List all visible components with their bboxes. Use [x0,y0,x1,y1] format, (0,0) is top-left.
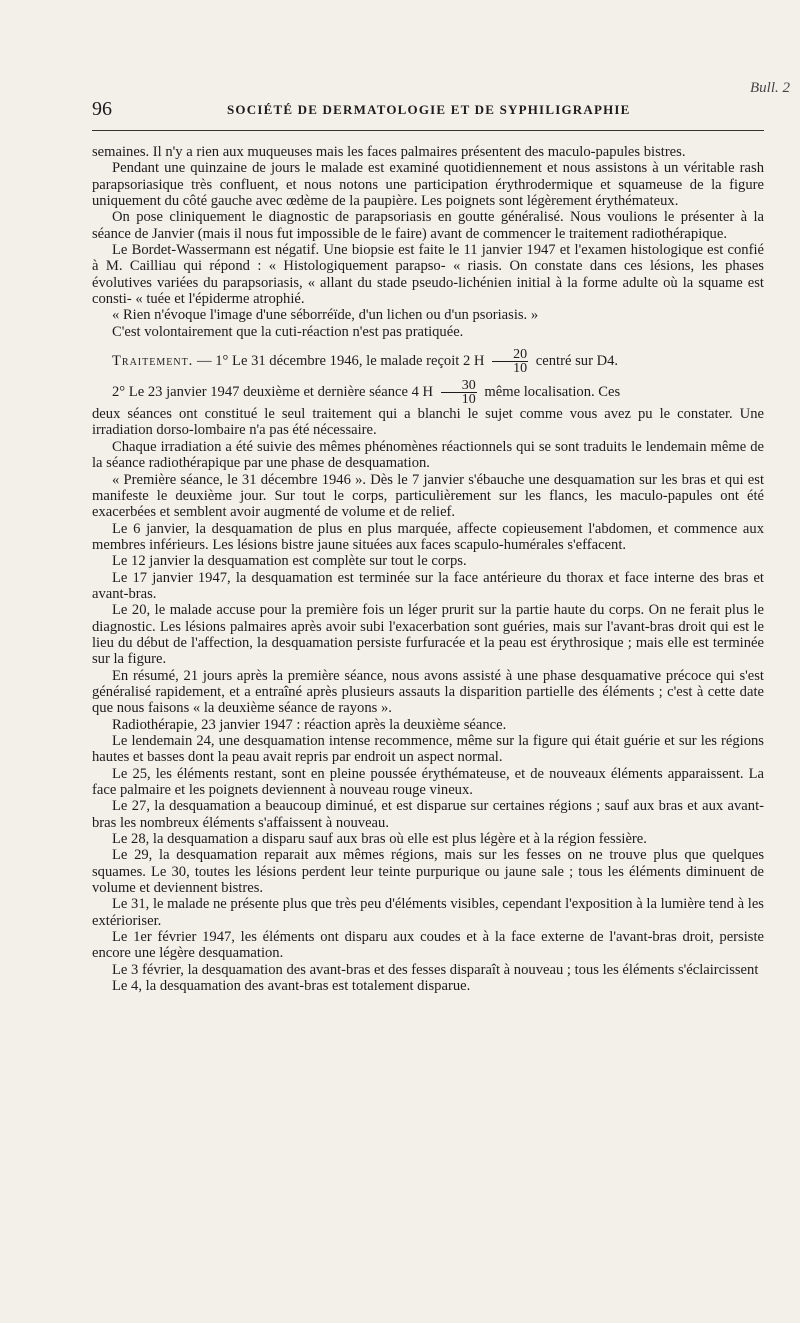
fraction-denominator: 10 [461,392,476,408]
treatment-text: même localisation. Ces [484,383,621,400]
paragraph: Le 4, la desquamation des avant-bras est totalement disparue. [112,978,471,995]
header-rule [92,130,764,131]
dose-fraction [492,348,528,375]
paragraph: Le 20, le malade accuse pour la première fois un léger prurit sur la partie haute du corps. On ne ferait plus le diagnostic. Les lésions palmaires après avoir subi l'exacerbation sont guéries, mais sur l'avant-bras droit qui est le lieu du début de l'affection, la desquamation persiste furfuracée et la peau est érythrosique ; mais elle est terminée sur la figure. [92,602,764,668]
treatment-text: — 1° Le 31 décembre 1946, le malade reçoit 2 H [197,352,485,369]
paragraph: C'est volontairement que la cuti-réaction n'est pas pratiquée. [112,323,464,340]
paragraph: « Première séance, le 31 décembre 1946 ». Dès le 7 janvier s'ébauche une desquamation sur les bras et qui est manifeste le deuxième jour. Sur tout le corps, particulièrement sur les flancs, les maculo-papules ont été exacerbées et semblent avoir augmenté de volume et de relief. [92,471,764,521]
paragraph: Le 1er février 1947, les éléments ont disparu aux coudes et à la face externe de l'avant-bras droit, persiste encore une légère desquamation. [92,929,764,962]
paragraph: deux séances ont constitué le seul traitement qui a blanchi le sujet comme vous avez pu le constater. Une irradiation dorso-lombaire n'a pas été nécessaire. [92,406,764,439]
paragraph: Pendant une quinzaine de jours le malade est examiné quotidiennement et nous assistons à un véritable rash parapsoriasique très confluent, et nous notons une participation érythrodermique et squameuse de la figure uniquement du côté gauche avec œdème de la paupière. Les poignets sont légèrement érythémateux. [92,160,764,210]
paragraph: Le 27, la desquamation a beaucoup diminué, et est disparue sur certaines régions ; sauf aux bras et aux avant-bras les nombreux éléments s'affaissent à nouveau. [92,798,764,831]
paragraph: Le 31, le malade ne présente plus que très peu d'éléments visibles, cependant l'exposition à la lumière tend à les extérioriser. [92,896,764,929]
paragraph: Chaque irradiation a été suivie des mêmes phénomènes réactionnels qui se sont traduits le lendemain même de la séance radiothérapique par une phase de desquamation. [92,438,764,472]
fraction-numerator: 20 [492,348,528,362]
paragraph: Le lendemain 24, une desquamation intense recommence, même sur la figure qui était guérie et sur les régions hautes et basses dont la peau avait repris par endroit un aspect normal. [92,733,764,766]
treatment-line-2 [92,379,764,406]
treatment-line-1 [92,348,764,375]
fraction-numerator: 30 [441,379,477,393]
journal-title: SOCIÉTÉ DE DERMATOLOGIE ET DE SYPHILIGRAPHIE [227,102,631,117]
paragraph: Le 12 janvier la desquamation est complète sur tout le corps. [112,553,467,570]
bulletin-mark: Bull. 2 [750,80,790,96]
paragraph: Le 3 février, la desquamation des avant-bras et des fesses disparaît à nouveau ; tous les éléments s'éclaircissent [112,961,759,978]
paragraph: Le Bordet-Wassermann est négatif. Une biopsie est faite le 11 janvier 1947 et l'examen histologique est confié à M. Cailliau qui répond : « Histologiquement parapso- « riasis. On constate dans ces lésions, les phases évolutives variées du parapsoriasis, « allant du stade pseudo-lichénien initial à la forme adulte où la squame est consti- « tuée et l'épiderme atrophié. [92,242,764,308]
running-header [92,96,772,120]
paragraph: Le 17 janvier 1947, la desquamation est terminée sur la face antérieure du thorax et face interne des bras et avant-bras. [92,569,764,602]
paragraph: En résumé, 21 jours après la première séance, nous avons assisté à une phase desquamative précoce qui s'est généralisé rapidement, et a entraîné après plusieurs assauts la disparition partielle des éléments ; c'est à cette date que nous faisons « la deuxième séance de rayons ». [92,667,764,717]
treatment-text: centré sur D4. [535,352,619,369]
paragraph: Le 25, les éléments restant, sont en pleine poussée érythémateuse, et de nouveaux éléments apparaissent. La face palmaire et les poignets deviennent à nouveau rouge vineux. [92,765,764,799]
treatment-label: Traitement. [112,352,194,369]
paragraph: Radiothérapie, 23 janvier 1947 : réaction après la deuxième séance. [112,716,507,733]
article-body [92,144,764,995]
quote-paragraph: « Rien n'évoque l'image d'une séborréïde, d'un lichen ou d'un psoriasis. » [112,307,539,324]
paragraph: semaines. Il n'y a rien aux muqueuses mais les faces palmaires présentent des maculo-papules bistres. [92,144,686,160]
paragraph: On pose cliniquement le diagnostic de parapsoriasis en goutte généralisé. Nous voulions le présenter à la séance de Janvier (mais il nous fut impossible de le faire) avant de commencer le traitement radiothérapique. [92,209,764,242]
fraction-denominator: 10 [513,361,528,377]
paragraph: Le 28, la desquamation a disparu sauf aux bras où elle est plus légère et à la région fessière. [112,831,647,848]
page-number: 96 [92,98,112,120]
treatment-text: 2° Le 23 janvier 1947 deuxième et dernière séance 4 H [112,383,434,400]
paragraph: Le 6 janvier, la desquamation de plus en plus marquée, affecte copieusement l'abdomen, et commence aux membres inférieurs. Les lésions bistre jaune situées aux faces scapulo-humérales s'effacent. [92,520,764,553]
dose-fraction [441,379,477,406]
paragraph: Le 29, la desquamation reparait aux mêmes régions, mais sur les fesses on ne trouve plus que quelques squames. Le 30, toutes les lésions perdent leur teinte purpurique ou jaune sale ; tous les éléments diminuent de volume et deviennent bistres. [92,847,764,897]
